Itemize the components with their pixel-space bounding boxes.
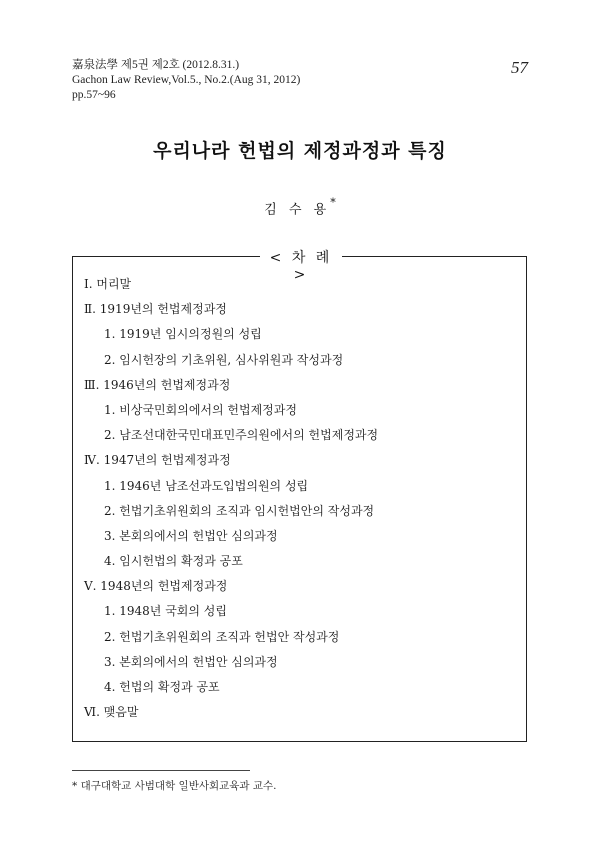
toc-subsection: 2. 남조선대한국민대표민주의원에서의 헌법제정과정 [104,428,379,443]
paper-title: 우리나라 헌법의 제정과정과 특징 [153,140,447,162]
toc-subsection: 1. 비상국민회의에서의 헌법제정과정 [104,402,297,417]
toc-subsection: 4. 임시헌법의 확정과 공포 [104,554,243,569]
toc-subsection: 3. 본회의에서의 헌법안 심의과정 [104,654,278,669]
footnote: * 대구대학교 사범대학 일반사회교육과 교수. [72,780,277,792]
journal-volume-line: 嘉泉法學 제5권 제2호 (2012.8.31.) [72,59,240,71]
author-footnote-marker: * [330,196,336,209]
toc-section: Ⅴ. 1948년의 헌법제정과정 [84,579,228,594]
toc-section: Ⅱ. 1919년의 헌법제정과정 [84,302,227,317]
toc-heading: < 차 례 > [260,247,342,283]
toc-subsection: 2. 임시헌장의 기초위원, 심사위원과 작성과정 [104,352,344,367]
page-number: 57 [511,58,528,77]
toc-subsection: 1. 1919년 임시의정원의 성립 [104,327,262,342]
toc-section: Ⅰ. 머리말 [84,277,132,291]
toc-subsection: 2. 헌법기초위원회의 조직과 헌법안 작성과정 [104,629,340,644]
journal-english-line: Gachon Law Review,Vol.5., No.2.(Aug 31, 2012) [72,74,301,86]
footnote-divider [72,770,250,771]
journal-pages-line: pp.57~96 [72,89,116,101]
toc-section: Ⅵ. 맺음말 [84,705,139,720]
author-name: 김 수 용 [264,202,331,218]
journal-header [72,58,300,103]
toc-subsection: 3. 본회의에서의 헌법안 심의과정 [104,528,278,543]
author [0,198,600,217]
toc-subsection: 4. 헌법의 확정과 공포 [104,680,220,694]
toc-section: Ⅲ. 1946년의 헌법제정과정 [84,377,231,392]
toc-subsection: 1. 1946년 남조선과도입법의원의 성립 [104,478,309,493]
toc-section: Ⅳ. 1947년의 헌법제정과정 [84,453,231,468]
toc-subsection: 1. 1948년 국회의 성립 [104,604,227,619]
toc-subsection: 2. 헌법기초위원회의 조직과 임시헌법안의 작성과정 [104,503,375,518]
toc-list [84,272,378,725]
